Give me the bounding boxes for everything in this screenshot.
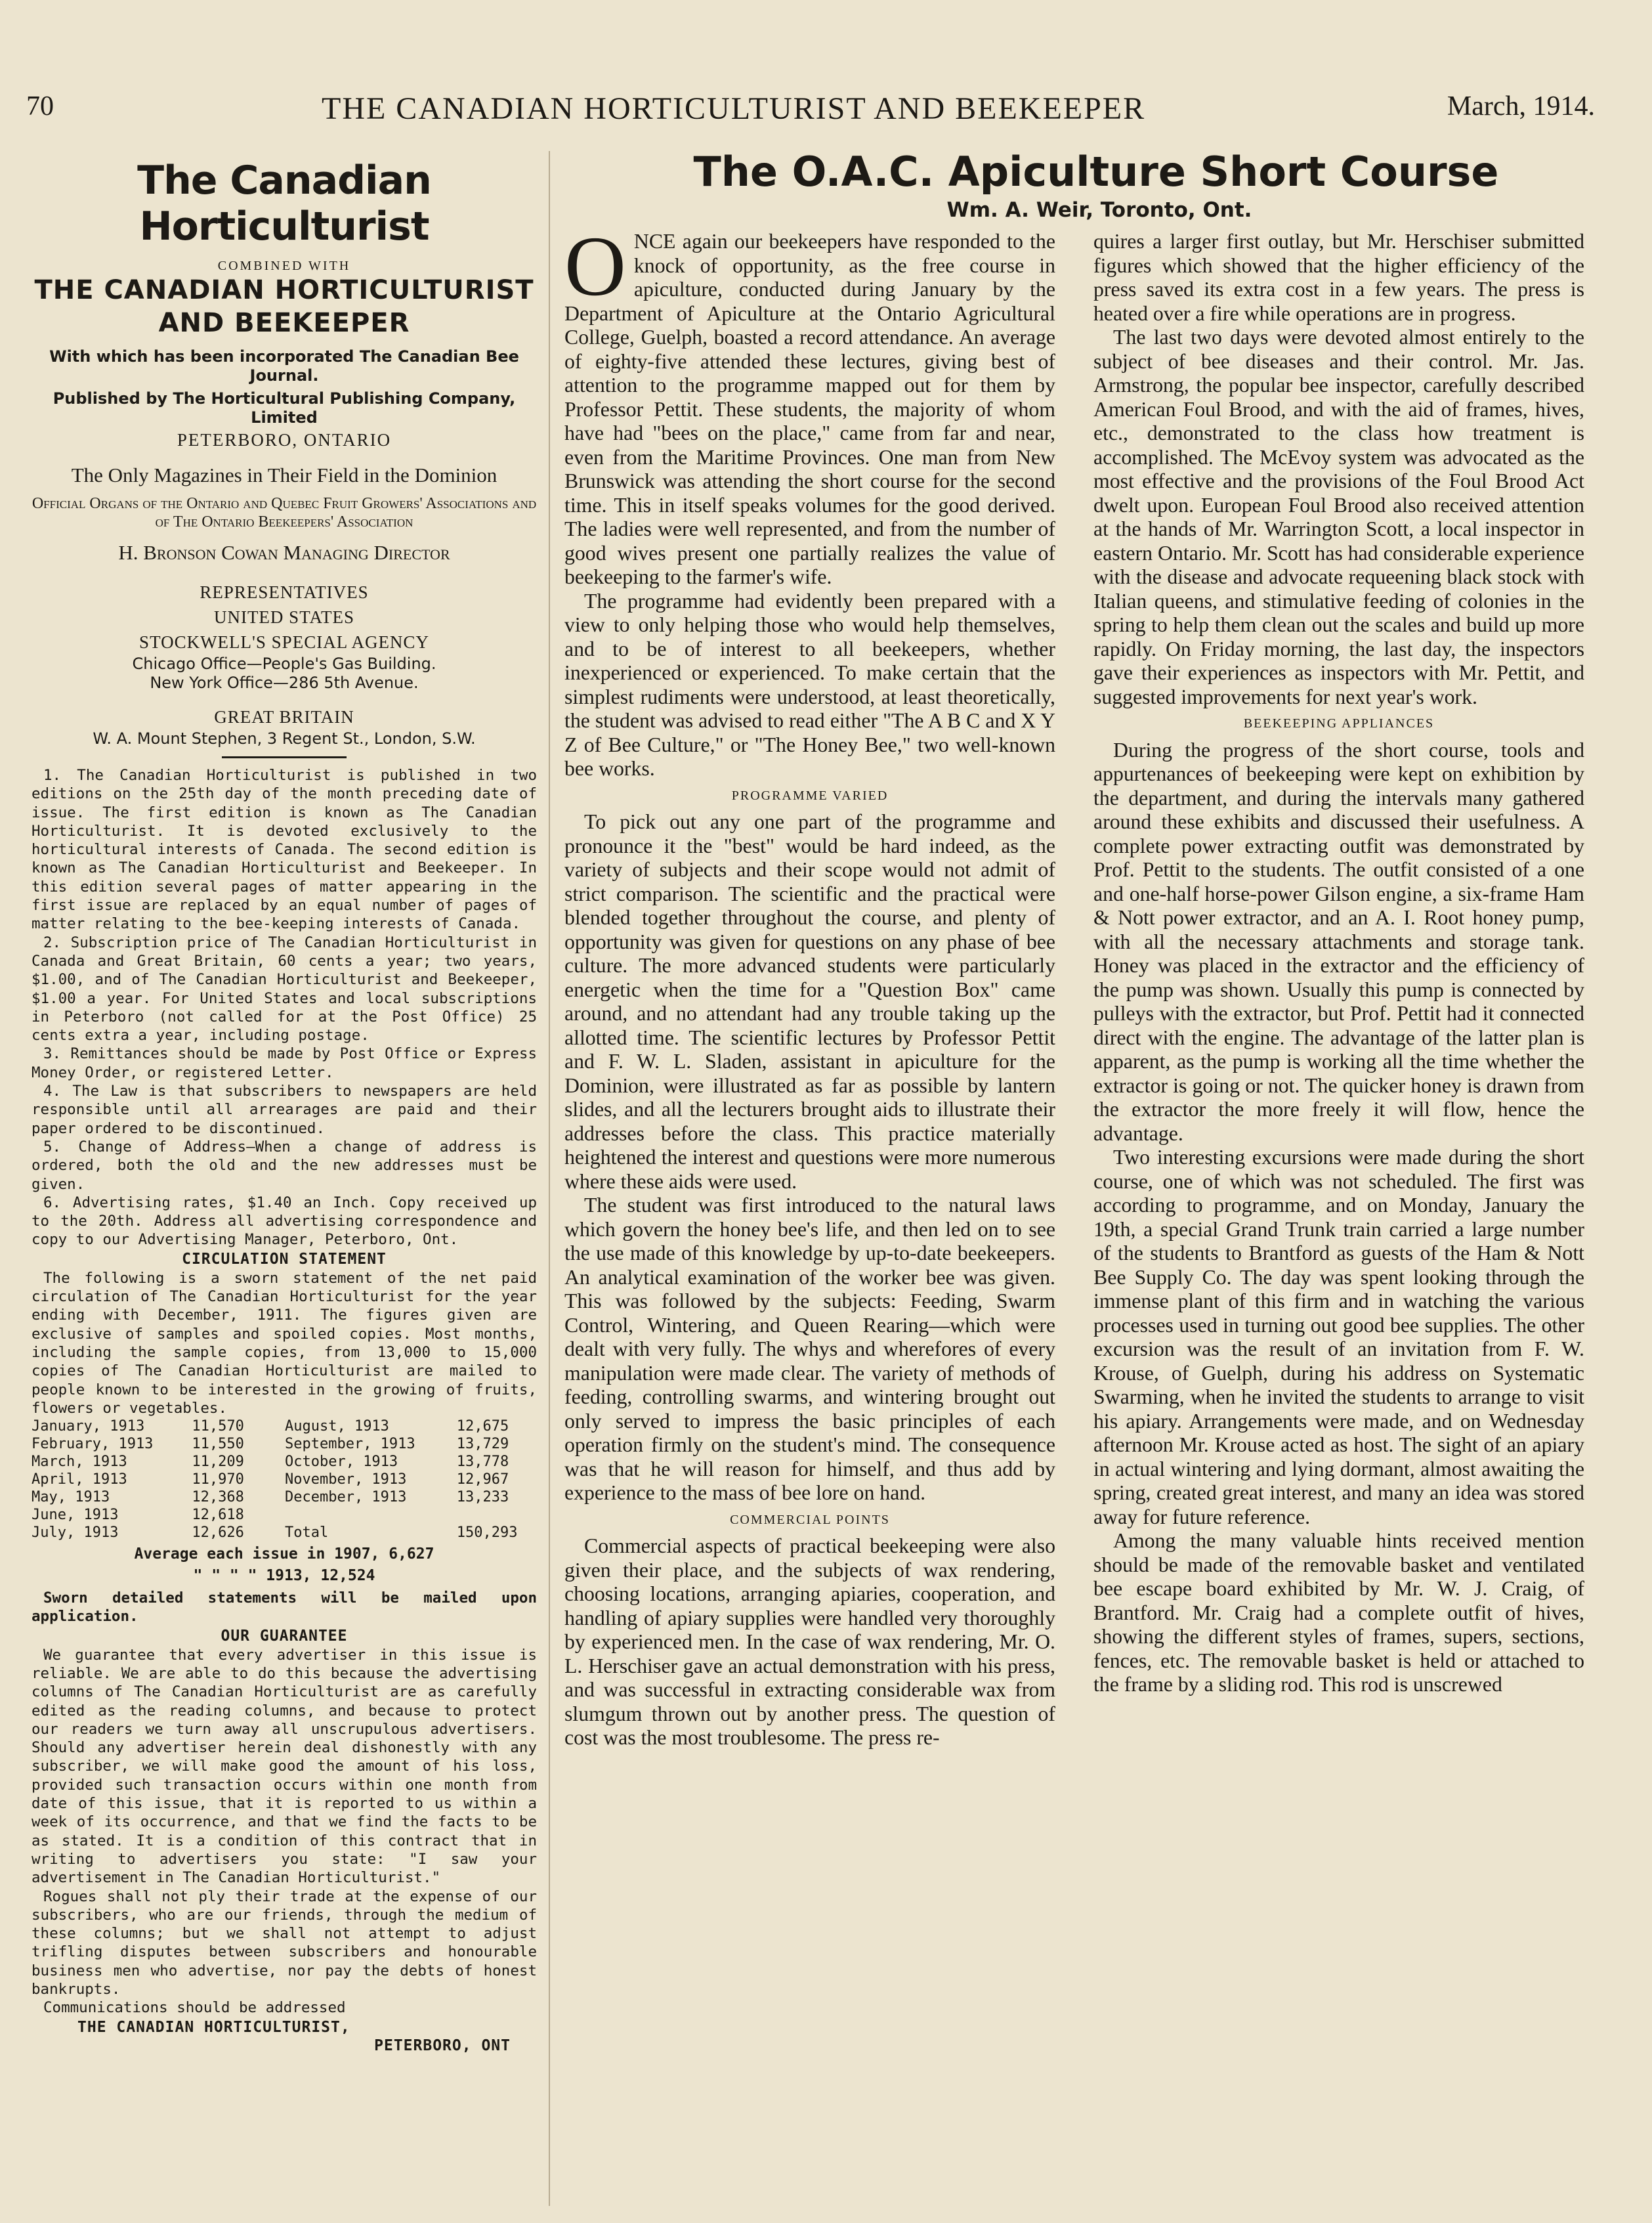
running-head xyxy=(26,91,1595,130)
value-cell: 13,233 xyxy=(456,1489,509,1506)
publisher-city: PETERBORO, ONTARIO xyxy=(177,430,392,450)
article-paragraph: quires a larger first outlay, but Mr. Herschiser submitted figures which showed that the higher efficiency of the press saved its extra cost in a few years. The press is heated over a fire while operations are in progress. xyxy=(1093,230,1584,325)
average-1913: " " " " 1913, 12,524 xyxy=(193,1567,375,1585)
month-cell: July, 1913 xyxy=(32,1524,119,1542)
article-paragraph: During the progress of the short course, tools and appurtenances of beekeeping were kept on exhibition by the department, and during the intervals many gathered around these exhibits and discussed their usefulness. A complete power extracting outfit was demonstrated by Prof. Pettit to the students. The outfit consisted of a one and one-half horse-power Gilson engine, a six-frame Ham & Nott power extractor, and an A. I. Root honey pump, with all the necessary attachments and storage tank. Honey was placed in the extractor and the efficiency of the pump was shown. Usually this pump is connected by pulleys with the extractor, but Prof. Pettit had it connected direct with the engine. The advantage of the latter plan is apparent, as the pump is working all the time whether the extractor is going or not. The quicker honey is drawn from the extractor the more freely it will flow, hence the advantage. xyxy=(1093,738,1584,1145)
representatives-heading: REPRESENTATIVES xyxy=(200,582,369,602)
us-agency: STOCKWELL'S SPECIAL AGENCY xyxy=(139,632,429,652)
address-name: THE CANADIAN HORTICULTURIST, xyxy=(77,2018,350,2036)
divider xyxy=(222,756,347,758)
value-cell: 13,778 xyxy=(456,1454,509,1471)
masthead-subtitle: THE CANADIAN HORTICULTURIST AND BEEKEEPER xyxy=(34,275,534,338)
page-number: 70 xyxy=(26,91,54,121)
circulation-text: The following is a sworn statement of the net paid circulation of The Canadian Horticulturist for the year ending with December, 1911. The figures given are exclusive of samples and spoiled copies. Most months, including the sample copies, from 13,000 to 15,000 copies of The Canadian Horticulturist are mailed to people known to be interested in the growing of fruits, flowers or vegetables. xyxy=(32,1269,537,1417)
gb-address: W. A. Mount Stephen, 3 Regent St., London, S.W. xyxy=(93,729,476,748)
sworn-statement: Sworn detailed statements will be mailed upon application. xyxy=(32,1589,537,1626)
article-paragraph: The programme had evidently been prepared with a view to only helping those who would help themselves, and to be of interest to all beekeepers, whether inexperienced or experienced. To make certain that the simplest rudiments were understood, at least theoretically, the student was advised to read either "The A B C and X Y Z of Bee Culture," or "The Honey Bee," two well-known bee works. xyxy=(564,589,1055,780)
value-cell: 12,675 xyxy=(456,1418,509,1435)
month-cell: March, 1913 xyxy=(32,1454,127,1471)
month-cell: December, 1913 xyxy=(284,1489,407,1506)
masthead-column xyxy=(32,158,537,2054)
guarantee-text-1: We guarantee that every advertiser in this issue is reliable. We are able to do this because the advertising columns of The Canadian Horticulturist are as carefully edited as the reading columns, and because to protect our readers we turn away all unscrupulous advertisers. Should any advertiser herein deal dishonestly with any subscriber, we will make good the amount of his loss, provided such transaction occurs within one month from date of this issue, that it is reported to us within a week of its occurrence, and that we find the facts to be as stated. It is a condition of this contract that in writing to advertisers you state: "I saw your advertisement in The Canadian Horticulturist." xyxy=(32,1646,537,1887)
issue-date: March, 1914. xyxy=(1447,91,1595,121)
value-cell: 12,618 xyxy=(192,1507,244,1524)
managing-director: H. Bronson Cowan Managing Director xyxy=(118,541,450,564)
article-paragraph: Two interesting excursions were made during the short course, one of which was not scheduled. The first was according to programme, and on Monday, January the 19th, a special Grand Trunk train carried a large number of the students to Brantford as guests of the Ham & Nott Bee Supply Co. The day was spent looking through the immense plant of this firm and in watching the various processes used in turning out good bee supplies. The other excursion was the result of an invitation from F. W. Krouse, of Guelph, during his address on Systematic Swarming, when he invited the students to arrange to visit his apiary. Arrangements were made, and on Wednesday afternoon Mr. Krouse acted as host. The sight of an apiary in actual wintering and lying dormant, almost awaiting the spring, created great interest, and many an idea was stored away for future reference. xyxy=(1093,1146,1584,1528)
article-paragraph: The last two days were devoted almost entirely to the subject of bee diseases and their control. Mr. Jas. Armstrong, the popular bee inspector, carefully described American Foul Brood, and with the aid of frames, hives, etc., demonstrated to the class how treatment is accomplished. The McEvoy system was advocated as the most effective and the provisions of the Foul Brood Act dwelt upon. European Foul Brood also received attention at the hands of Mr. Warrington Scott, a local inspector in eastern Ontario. Mr. Scott has had considerable experience with the disease and advocate requeening black stock with Italian queens, and stimulative feeding of colonies in the spring to help them clean out the scales and build up more rapidly. On Friday morning, the last day, the inspectors gave their experiences as inspectors with Mr. Pettit, and suggested improvements for next year's work. xyxy=(1093,326,1584,708)
month-cell: April, 1913 xyxy=(32,1471,127,1488)
value-cell: 11,550 xyxy=(192,1436,244,1453)
article-paragraph: The student was first introduced to the natural laws which govern the honey bee's life, and then led on to see the use made of this knowledge by up-to-date beekeepers. An analytical examination of the worker bee was given. This was followed by the subjects: Feeding, Swarm Control, Wintering, and Queen Rearing—which were dealt with very fully. The whys and wherefores of every manipulation were made clear. The variety of methods of feeding, controlling swarms, and wintering brought out only served to impress the basic principles of each operation firmly on the student's mind. The consequence was that he will reason for himself, and thus add by experience to the mass of bee lore on hand. xyxy=(564,1194,1055,1504)
subhead-programme: PROGRAMME VARIED xyxy=(731,788,889,803)
table-row xyxy=(32,1506,537,1524)
article-title: The O.A.C. Apiculture Short Course xyxy=(693,148,1499,196)
column-rule xyxy=(549,151,550,2206)
table-row xyxy=(32,1524,537,1542)
month-cell: November, 1913 xyxy=(284,1471,407,1488)
value-cell: 12,626 xyxy=(192,1524,244,1542)
article-paragraph xyxy=(564,219,1055,590)
combined-with: COMBINED WITH xyxy=(217,259,351,273)
notice-6: 6. Advertising rates, $1.40 an Inch. Copy received up to the 20th. Address all advertising correspondence and copy to our Advertising Manager, Peterboro, Ont. xyxy=(32,1194,537,1249)
official-organs: Official Organs of the Ontario and Quebec Fruit Growers' Associations and of The Ontario Beekeepers' Association xyxy=(32,495,537,530)
value-cell: 12,967 xyxy=(456,1471,509,1488)
journal-title: THE CANADIAN HORTICULTURIST AND BEEKEEPER xyxy=(322,91,1146,126)
article-byline: Wm. A. Weir, Toronto, Ont. xyxy=(946,198,1252,222)
notice-5: 5. Change of Address—When a change of address is ordered, both the old and the new addresses must be given. xyxy=(32,1138,537,1193)
chicago-office: Chicago Office—People's Gas Building. xyxy=(132,655,436,673)
month-cell: February, 1913 xyxy=(32,1436,154,1453)
circulation-table xyxy=(32,1417,537,1542)
table-row xyxy=(32,1417,537,1435)
month-cell: Total xyxy=(284,1524,329,1542)
table-row xyxy=(32,1471,537,1488)
table-row xyxy=(32,1488,537,1506)
month-cell xyxy=(285,1506,457,1524)
notice-3: 3. Remittances should be made by Post Office or Express Money Order, or registered Letter. xyxy=(32,1045,537,1081)
table-row xyxy=(32,1453,537,1471)
tagline: The Only Magazines in Their Field in the Dominion xyxy=(71,464,498,486)
masthead-title: The Canadian Horticulturist xyxy=(137,158,431,249)
value-cell: 150,293 xyxy=(456,1524,518,1542)
table-row xyxy=(32,1435,537,1453)
value-cell: 11,970 xyxy=(192,1471,244,1488)
incorporated-note: With which has been incorporated The Canadian Bee Journal. xyxy=(49,347,519,385)
month-cell: January, 1913 xyxy=(32,1418,145,1435)
notice-2: 2. Subscription price of The Canadian Horticulturist in Canada and Great Britain, 60 cents a year; two years, $1.00, and of The Canadian Horticulturist and Beekeeper, $1.00 a year. For United States and local subscriptions in Peterboro (not called for at the Post Office) 25 cents extra a year, including postage. xyxy=(32,934,537,1045)
paragraph-text: NCE again our beekeepers have responded to the knock of opportunity, as the free course in apiculture, conducted during January by the Department of Apiculture at the Ontario Agricultural College, Guelph, boasted a record attendance. An average of eighty-five attended these lectures, giving best of attention to the programme mapped out for them by Professor Pettit. These students, the majority of whom have had "bees on the place," came from far and near, even from the Maritime Provinces. One man from New Brunswick was attending the short course for the second time. This in itself speaks volumes for the good derived. The ladies were well represented, and from the number of good wives present one partially realizes the value of beekeeping to the farmer's wife. xyxy=(564,230,1055,588)
value-cell: 12,368 xyxy=(192,1489,244,1506)
guarantee-heading: OUR GUARANTEE xyxy=(221,1627,348,1645)
newyork-office: New York Office—286 5th Avenue. xyxy=(150,674,419,692)
article-column-1 xyxy=(564,219,1055,1750)
notice-4: 4. The Law is that subscribers to newspapers are held responsible until all arrearages are paid and their paper ordered to be discontinued. xyxy=(32,1083,537,1137)
subhead-commercial: COMMERCIAL POINTS xyxy=(730,1512,890,1527)
month-cell: August, 1913 xyxy=(284,1418,389,1435)
publisher: Published by The Horticultural Publishing Company, Limited xyxy=(53,389,516,427)
notice-1: 1. The Canadian Horticulturist is published in two editions on the 25th day of the month preceding date of issue. The first edition is known as The Canadian Horticulturist. It is devoted exclusively to the horticultural interests of Canada. The second edition is known as The Canadian Horticulturist and Beekeeper. In this edition several pages of matter appearing in the first issue are replaced by an equal number of pages of matter relating to the bee-keeping interests of Canada. xyxy=(32,767,537,933)
month-cell: September, 1913 xyxy=(284,1436,415,1453)
article-paragraph: To pick out any one part of the programme and pronounce it the "best" would be hard indeed, as the variety of subjects and their scope would not admit of strict comparison. The scientific and the practical were blended together throughout the course, and plenty of opportunity was given for questions on any phase of bee culture. The more advanced students were particularly energetic when the time for a "Question Box" came around, and no attendant had any trouble taking up the allotted time. The scientific lectures by Professor Pettit and F. W. L. Sladen, assistant in apiculture for the Dominion, were illustrated as far as possible by lantern slides, and all the lecturers brought aids to illustrate their addresses before the class. This practice materially heightened the interest and questions were more numerous where these aids were used. xyxy=(564,810,1055,1193)
drop-cap: O xyxy=(564,219,626,314)
article-paragraph: Commercial aspects of practical beekeeping were also given their place, and the subjects of wax rendering, choosing locations, arranging apiaries, cooperation, and handling of apiary supplies were handled very thoroughly by experienced men. In the case of wax rendering, Mr. O. L. Herschiser gave an actual demonstration with his press, and was successful in extracting considerable wax from slumgum thrown out by another press. The question of cost was the most troublesome. The press re- xyxy=(564,1534,1055,1749)
address-line: Communications should be addressed xyxy=(43,1999,346,2017)
month-cell: May, 1913 xyxy=(32,1489,110,1506)
month-cell: October, 1913 xyxy=(284,1454,398,1471)
circulation-heading: CIRCULATION STATEMENT xyxy=(182,1250,387,1268)
subhead-appliances: BEEKEEPING APPLIANCES xyxy=(1243,716,1435,731)
value-cell xyxy=(457,1506,537,1524)
article-column-2 xyxy=(1093,230,1584,1697)
average-1907: Average each issue in 1907, 6,627 xyxy=(134,1545,434,1563)
guarantee-text-2: Rogues shall not ply their trade at the expense of our subscribers, who are our friends, through the medium of these columns; but we shall not attempt to adjust trifling disputes between subscribers and honourable business men who advertise, nor pay the debts of honest bankrupts. xyxy=(32,1888,537,1998)
month-cell: June, 1913 xyxy=(32,1507,119,1524)
article-paragraph: Among the many valuable hints received mention should be made of the removable basket and ventilated bee escape board exhibited by Mr. W. J. Craig, of Brantford. Mr. Craig had a complete outfit of hives, showing the different styles of frames, supers, sections, fences, etc. The removable basket is held or attached to the frame by a sliding rod. This rod is unscrewed xyxy=(1093,1529,1584,1696)
value-cell: 11,209 xyxy=(192,1454,244,1471)
gb-heading: GREAT BRITAIN xyxy=(214,707,354,727)
value-cell: 11,570 xyxy=(192,1418,244,1435)
us-heading: UNITED STATES xyxy=(213,607,355,627)
address-city: PETERBORO, ONT xyxy=(374,2037,511,2054)
value-cell: 13,729 xyxy=(456,1436,509,1453)
